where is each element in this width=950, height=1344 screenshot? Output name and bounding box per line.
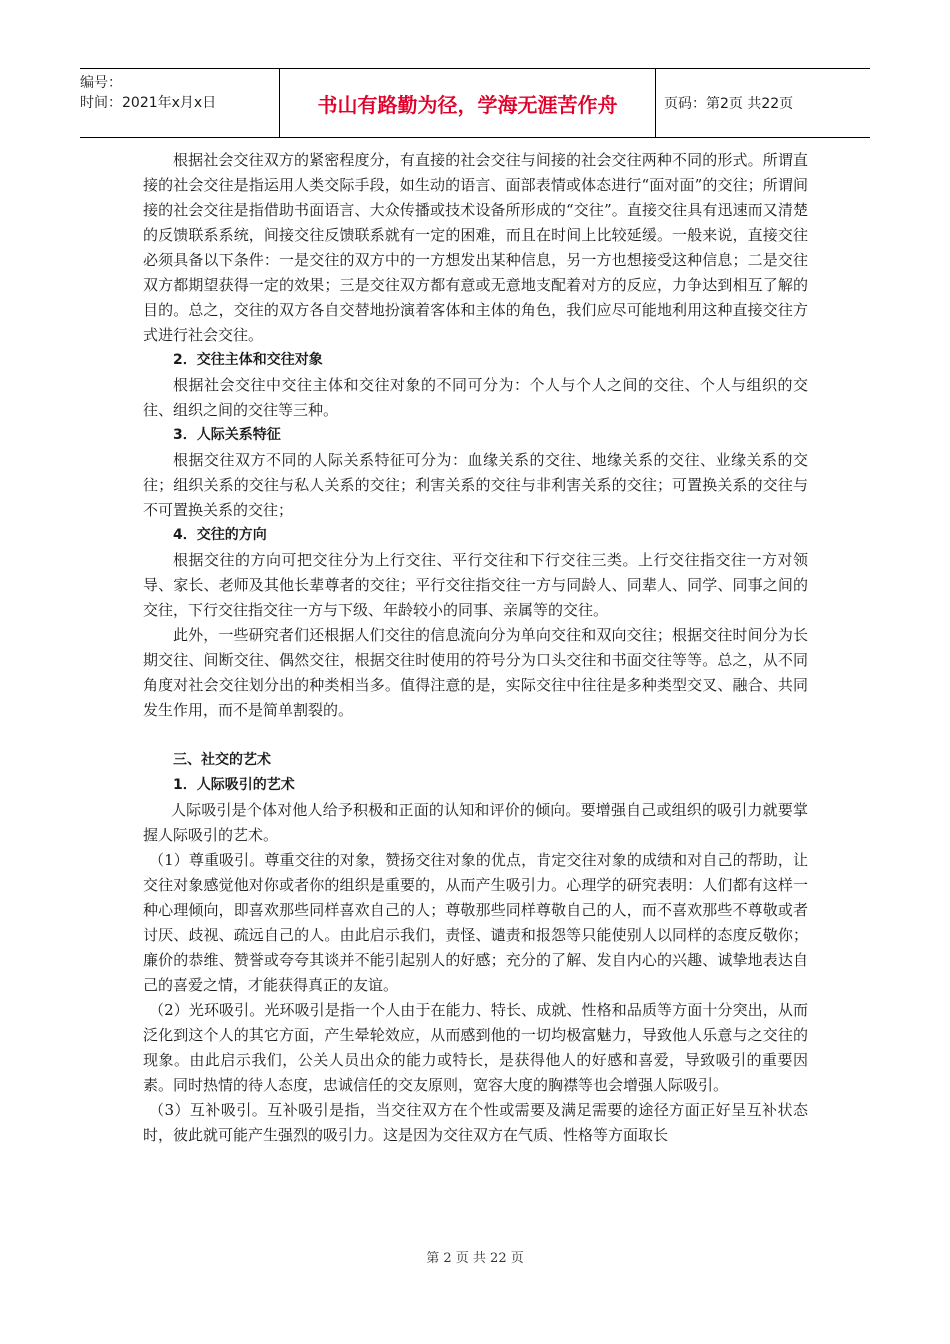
paragraph: （3）互补吸引。互补吸引是指，当交往双方在个性或需要及满足需要的途径方面正好呈互补状态时，彼此就可能产生强烈的吸引力。这是因为交往双方在气质、性格等方面取长 [143, 1101, 808, 1144]
paragraph: 根据社会交往双方的紧密程度分，有直接的社会交往与间接的社会交往两种不同的形式。所谓直接的社会交往是指运用人类交际手段，如生动的语言、面部表情或体态进行“面对面”的交往；所谓间接的社会交往是指借助书面语言、大众传播或技术设备所形成的“交往”。直接交往具有迅速而又清楚的反馈联系系统，间接交往反馈联系就有一定的困难，而且在时间上比较延缓。一般来说，直接交往必须具备以下条件：一是交往的双方中的一方想发出某种信息，另一方也想接受这种信息；二是交往双方都期望获得一定的效果；三是交往双方都有意或无意地支配着对方的反应，力争达到相互了解的目的。总之，交往的双方各自交替地扮演着客体和主体的角色，我们应尽可能地利用这种直接交往方式进行社会交往。 [143, 151, 808, 344]
paragraph: 根据交往的方向可把交往分为上行交往、平行交往和下行交往三类。上行交往指交往一方对领导、家长、老师及其他长辈尊者的交往；平行交往指交往一方与同龄人、同辈人、同学、同事之间的交往，下行交往指交往一方与下级、年龄较小的同事、亲属等的交往。 [143, 551, 808, 619]
paragraph: （1）尊重吸引。尊重交往的对象，赞扬交往对象的优点，肯定交往对象的成绩和对自己的帮助，让交往对象感觉他对你或者你的组织是重要的，从而产生吸引力。心理学的研究表明：人们都有这样一种心理倾向，即喜欢那些同样喜欢自己的人；尊敬那些同样尊敬自己的人，而不喜欢那些不尊敬或者讨厌、歧视、疏远自己的人。由此启示我们，责怪、谴责和报怨等只能使别人以同样的态度反敬你；廉价的恭维、赞誉或夸夸其谈并不能引起别人的好感；充分的了解、发自内心的兴趣、诚挚地表达自己的喜爱之情，才能获得真正的友谊。 [143, 851, 808, 994]
paragraph: 根据社会交往中交往主体和交往对象的不同可分为：个人与个人之间的交往、个人与组织的交往、组织之间的交往等三种。 [143, 376, 808, 419]
page-header [80, 68, 870, 138]
paragraph: 根据交往双方不同的人际关系特征可分为：血缘关系的交往、地缘关系的交往、业缘关系的交往；组织关系的交往与私人关系的交往；利害关系的交往与非利害关系的交往；可置换关系的交往与不可置换关系的交往； [143, 451, 808, 519]
header-meta [80, 69, 280, 137]
heading: 3．人际关系特征 [173, 427, 281, 443]
paragraph: （2）光环吸引。光环吸引是指一个人由于在能力、特长、成就、性格和品质等方面十分突出，从而泛化到这个人的其它方面，产生晕轮效应，从而感到他的一切均极富魅力，导致他人乐意与之交往的现象。由此启示我们，公关人员出众的能力或特长，是获得他人的好感和喜爱，导致吸引的重要因素。同时热情的待人态度，忠诚信任的交友原则，宽容大度的胸襟等也会增强人际吸引。 [143, 1001, 808, 1094]
header-motto: 书山有路勤为径，学海无涯苦作舟 [280, 69, 656, 137]
document-date: 时间：2021年x月x日 [80, 95, 217, 111]
paragraph: 此外，一些研究者们还根据人们交往的信息流向分为单向交往和双向交往；根据交往时间分为长期交往、间断交往、偶然交往，根据交往时使用的符号分为口头交往和书面交往等等。总之，从不同角度对社会交往划分出的种类相当多。值得注意的是，实际交往中往往是多种类型交叉、融合、共同发生作用，而不是简单割裂的。 [143, 626, 808, 719]
header-page-info: 页码：第2页 共22页 [664, 96, 794, 112]
document-number-label: 编号： [80, 75, 122, 91]
heading: 2．交往主体和交往对象 [173, 352, 323, 368]
heading: 4．交往的方向 [173, 527, 267, 543]
page-footer: 第 2 页 共 22 页 [426, 1251, 524, 1266]
document-body [143, 148, 808, 1148]
section-heading: 三、社交的艺术 [173, 752, 271, 768]
heading: 1．人际吸引的艺术 [173, 777, 295, 793]
paragraph: 人际吸引是个体对他人给予积极和正面的认知和评价的倾向。要增强自己或组织的吸引力就要掌握人际吸引的艺术。 [143, 801, 808, 844]
